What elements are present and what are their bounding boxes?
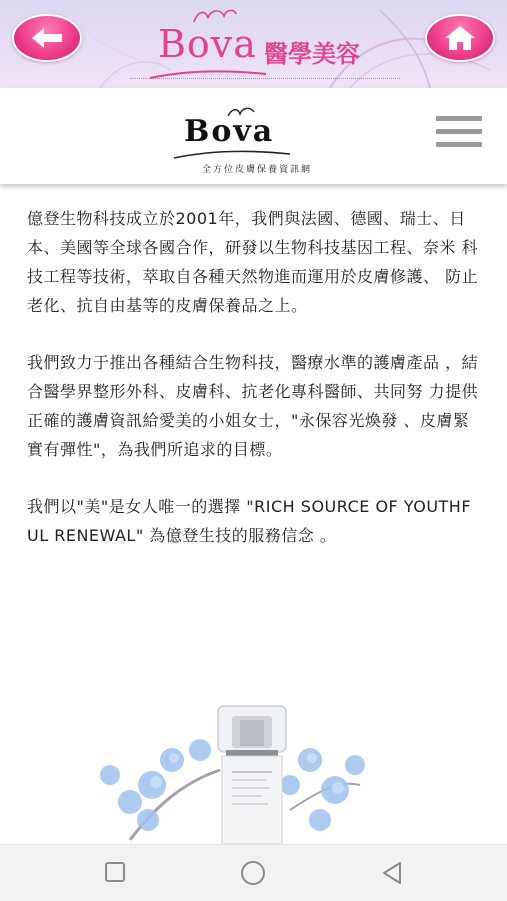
home-button[interactable] [425,14,495,62]
app-header [0,0,507,88]
brand-swoosh [148,68,268,82]
paragraph-mission: 我們致力于推出各種結合生物科技，醫療水準的護膚產品 ，結合醫學界整形外科、皮膚科、抗老化專科醫師、共同努 力提供正確的護膚資訊給愛美的小姐女士，"永保容光煥發 、皮膚緊實有彈性"，為我們所追求的目標。 [27,353,479,459]
paragraph-slogan: 我們以"美"是女人唯一的選擇 "RICH SOURCE OF YOUTHFUL RENEWAL" 為億登生技的服務信念 。 [27,497,472,545]
nav-bar [0,88,507,184]
orchid-product-illustration [90,690,390,844]
header-divider [130,78,400,79]
brand-logo [148,6,368,84]
back-button[interactable] [12,14,82,62]
home-icon [443,24,477,52]
logo-tagline: 全方位皮膚保養資訊網 [202,165,313,175]
site-logo[interactable] [172,100,342,180]
about-content [27,204,482,578]
back-arrow-icon [30,26,64,50]
brand-subtitle: 醫學美容 [264,40,360,68]
square-recent-apps-icon[interactable] [104,861,126,883]
product-image [90,690,390,844]
circle-home-icon[interactable] [240,860,266,886]
hamburger-menu-icon[interactable] [436,116,482,154]
system-navigation-bar [0,844,507,901]
logo-swoosh [172,150,292,162]
brand-name: Bova [158,22,257,66]
triangle-back-icon[interactable] [380,861,404,885]
paragraph-intro: 億登生物科技成立於2001年，我們與法國、德國、瑞士、日 本、美國等全球各國合作，研發以生物科技基因工程、奈米 科技工程等技術，萃取自各種天然物進而運用於皮膚修護、 防止老化、抗自由基等的皮膚保養品之上。 [27,209,479,315]
logo-name: Bova [184,114,275,149]
